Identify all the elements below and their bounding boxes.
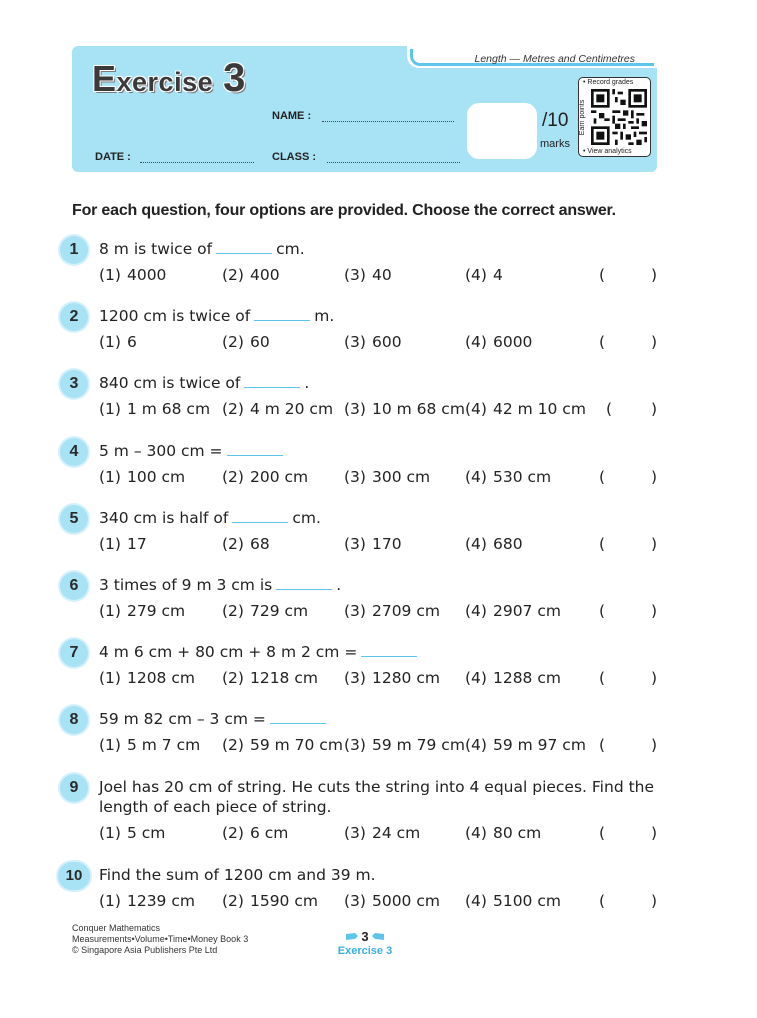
footer-series: Conquer Mathematics — [72, 923, 161, 933]
option-label: (4) — [465, 266, 487, 284]
class-field[interactable] — [327, 162, 460, 163]
option-4[interactable] — [465, 535, 523, 553]
option-value: 170 — [371, 535, 402, 553]
option-value: 6000 — [492, 333, 533, 351]
option-label: (1) — [99, 266, 121, 284]
answer-blank[interactable] — [232, 509, 288, 523]
option-value: 59 m 70 cm — [249, 736, 343, 754]
option-row — [99, 824, 689, 846]
option-value: 1288 cm — [492, 669, 561, 687]
option-value: 4 — [492, 266, 503, 284]
qr-bottom-text: • View analytics — [583, 148, 632, 155]
question-number-badge: 8 — [60, 706, 88, 734]
question-stem-suffix: cm. — [292, 509, 321, 527]
question-text-line: Joel has 20 cm of string. He cuts the string into 4 equal pieces. Find the — [99, 778, 655, 796]
option-3[interactable] — [344, 333, 402, 351]
option-1[interactable] — [99, 535, 147, 553]
topic-title: Length — Metres and Centimetres — [474, 53, 635, 65]
answer-paren-open[interactable]: ( — [599, 266, 606, 284]
question-number-badge: 2 — [60, 303, 88, 331]
option-1[interactable] — [99, 468, 185, 486]
qr-code-icon — [591, 89, 647, 145]
option-value: 5 m 7 cm — [126, 736, 201, 754]
option-label: (4) — [465, 400, 487, 418]
answer-paren-open[interactable]: ( — [599, 824, 606, 842]
option-label: (2) — [222, 669, 244, 687]
option-4[interactable] — [465, 468, 551, 486]
option-4[interactable] — [465, 266, 503, 284]
option-label: (2) — [222, 602, 244, 620]
answer-paren-close[interactable]: ) — [651, 266, 658, 284]
option-3[interactable] — [344, 266, 392, 284]
option-3[interactable] — [344, 535, 402, 553]
option-value: 59 m 97 cm — [492, 736, 586, 754]
question-text — [99, 575, 669, 595]
option-value: 1280 cm — [371, 669, 440, 687]
answer-paren-close[interactable]: ) — [651, 535, 658, 553]
question-stem-suffix: . — [304, 374, 310, 392]
answer-paren-close[interactable]: ) — [651, 333, 658, 351]
option-value: 5 cm — [126, 824, 166, 842]
option-label: (4) — [465, 736, 487, 754]
option-label: (2) — [222, 824, 244, 842]
marks-label: marks — [540, 138, 570, 150]
answer-paren-open[interactable]: ( — [599, 736, 606, 754]
footer-book: Measurements•Volume•Time•Money Book 3 — [72, 934, 249, 944]
option-1[interactable] — [99, 333, 137, 351]
qr-card[interactable] — [578, 77, 651, 157]
name-label: NAME : — [272, 110, 312, 122]
option-label: (3) — [344, 535, 366, 553]
question-stem-suffix: cm. — [276, 240, 305, 258]
option-label: (3) — [344, 333, 366, 351]
option-2[interactable] — [222, 669, 318, 687]
option-row — [99, 535, 689, 557]
option-value: 24 cm — [371, 824, 421, 842]
option-value: 80 cm — [492, 824, 542, 842]
question-stem: Find the sum of 1200 cm and 39 m. — [99, 866, 376, 884]
answer-paren-close[interactable]: ) — [651, 824, 658, 842]
option-value: 17 — [126, 535, 147, 553]
option-label: (3) — [344, 824, 366, 842]
option-2[interactable] — [222, 400, 333, 418]
option-value: 42 m 10 cm — [492, 400, 586, 418]
option-2[interactable] — [222, 736, 343, 754]
question-number-badge: 9 — [60, 774, 88, 802]
option-value: 279 cm — [126, 602, 186, 620]
answer-paren-close[interactable]: ) — [651, 400, 658, 418]
option-label: (4) — [465, 333, 487, 351]
option-label: (4) — [465, 669, 487, 687]
option-row — [99, 333, 689, 355]
option-value: 5100 cm — [492, 892, 561, 910]
question-text — [99, 508, 669, 528]
class-label: CLASS : — [272, 151, 316, 163]
option-3[interactable] — [344, 824, 420, 842]
instruction-text: For each question, four options are provided. Choose the correct answer. — [72, 202, 616, 219]
answer-paren-close[interactable]: ) — [651, 669, 658, 687]
option-label: (1) — [99, 400, 121, 418]
option-1[interactable] — [99, 266, 166, 284]
qr-top-text: • Record grades — [583, 79, 634, 86]
question-stem: 59 m 82 cm – 3 cm = — [99, 710, 266, 728]
question-text — [99, 306, 669, 326]
option-2[interactable] — [222, 824, 288, 842]
option-label: (1) — [99, 892, 121, 910]
question-number-badge: 4 — [60, 438, 88, 466]
answer-paren-open[interactable]: ( — [599, 468, 606, 486]
answer-blank[interactable] — [244, 374, 300, 388]
option-label: (3) — [344, 266, 366, 284]
option-value: 400 — [249, 266, 280, 284]
answer-paren-open[interactable]: ( — [599, 669, 606, 687]
option-label: (1) — [99, 736, 121, 754]
option-3[interactable] — [344, 602, 440, 620]
question-text-line: length of each piece of string. — [99, 798, 332, 816]
option-value: 2709 cm — [371, 602, 440, 620]
question-text — [99, 709, 669, 729]
question-number-badge: 1 — [60, 236, 88, 264]
option-value: 5000 cm — [371, 892, 440, 910]
option-value: 530 cm — [492, 468, 552, 486]
option-label: (2) — [222, 736, 244, 754]
answer-paren-close[interactable]: ) — [651, 602, 658, 620]
option-label: (2) — [222, 535, 244, 553]
question-stem-suffix: m. — [314, 307, 335, 325]
option-2[interactable] — [222, 333, 270, 351]
exercise-header — [72, 46, 657, 172]
option-3[interactable] — [344, 468, 430, 486]
marks-total: /10 — [542, 110, 569, 131]
name-field[interactable] — [322, 121, 454, 122]
option-2[interactable] — [222, 892, 318, 910]
answer-paren-open[interactable]: ( — [606, 400, 613, 418]
option-row — [99, 602, 689, 624]
option-label: (3) — [344, 602, 366, 620]
answer-blank[interactable] — [227, 442, 283, 456]
answer-blank[interactable] — [216, 240, 272, 254]
option-3[interactable] — [344, 736, 465, 754]
option-value: 6 cm — [249, 824, 289, 842]
option-value: 1208 cm — [126, 669, 195, 687]
option-3[interactable] — [344, 669, 440, 687]
qr-side-text: Earn points — [579, 99, 587, 136]
option-value: 10 m 68 cm — [371, 400, 465, 418]
question-text — [99, 239, 669, 259]
question-number-badge: 5 — [60, 505, 88, 533]
option-4[interactable] — [465, 892, 561, 910]
date-field[interactable] — [140, 162, 254, 163]
question-stem: 3 times of 9 m 3 cm is — [99, 576, 273, 594]
option-label: (2) — [222, 468, 244, 486]
option-value: 2907 cm — [492, 602, 561, 620]
option-label: (3) — [344, 400, 366, 418]
option-row — [99, 400, 689, 422]
left-flag-icon — [346, 933, 358, 940]
footer-credits — [72, 923, 248, 956]
option-value: 100 cm — [126, 468, 186, 486]
question-text — [99, 373, 669, 393]
option-3[interactable] — [344, 892, 440, 910]
option-value: 729 cm — [249, 602, 309, 620]
answer-paren-close[interactable]: ) — [651, 892, 658, 910]
question-stem: 1200 cm is twice of — [99, 307, 251, 325]
page-exercise-label: Exercise 3 — [337, 945, 393, 957]
question-number-badge: 6 — [60, 572, 88, 600]
right-flag-icon — [372, 933, 384, 940]
exercise-title — [92, 56, 246, 101]
option-row — [99, 736, 689, 758]
option-row — [99, 669, 689, 691]
option-label: (4) — [465, 468, 487, 486]
option-value: 4 m 20 cm — [249, 400, 334, 418]
option-value: 1 m 68 cm — [126, 400, 211, 418]
option-1[interactable] — [99, 824, 165, 842]
question-stem-suffix: . — [336, 576, 342, 594]
option-label: (3) — [344, 468, 366, 486]
option-label: (1) — [99, 824, 121, 842]
answer-paren-open[interactable]: ( — [599, 602, 606, 620]
question-text — [99, 777, 669, 817]
option-4[interactable] — [465, 333, 532, 351]
option-1[interactable] — [99, 736, 200, 754]
option-label: (2) — [222, 333, 244, 351]
option-label: (4) — [465, 892, 487, 910]
answer-blank[interactable] — [361, 643, 417, 657]
question-stem: 8 m is twice of — [99, 240, 213, 258]
option-1[interactable] — [99, 400, 210, 418]
question-stem: 5 m – 300 cm = — [99, 442, 223, 460]
option-label: (1) — [99, 468, 121, 486]
option-value: 59 m 79 cm — [371, 736, 465, 754]
option-value: 1590 cm — [249, 892, 318, 910]
footer-copyright: © Singapore Asia Publishers Pte Ltd — [72, 945, 218, 955]
option-value: 300 cm — [371, 468, 431, 486]
answer-blank[interactable] — [276, 576, 332, 590]
option-value: 200 cm — [249, 468, 309, 486]
option-2[interactable] — [222, 468, 308, 486]
exercise-title-number: 3 — [223, 56, 246, 100]
option-label: (1) — [99, 602, 121, 620]
option-row — [99, 892, 689, 914]
option-value: 68 — [249, 535, 270, 553]
option-value: 60 — [249, 333, 270, 351]
question-text — [99, 441, 669, 461]
question-number-badge: 7 — [60, 639, 88, 667]
option-label: (1) — [99, 333, 121, 351]
option-4[interactable] — [465, 400, 586, 418]
question-number-badge: 10 — [58, 862, 90, 890]
option-row — [99, 266, 689, 288]
option-1[interactable] — [99, 602, 185, 620]
question-stem: 4 m 6 cm + 80 cm + 8 m 2 cm = — [99, 643, 358, 661]
option-value: 4000 — [126, 266, 167, 284]
option-1[interactable] — [99, 892, 195, 910]
option-label: (2) — [222, 400, 244, 418]
option-3[interactable] — [344, 400, 465, 418]
question-number-badge: 3 — [60, 370, 88, 398]
question-stem: 840 cm is twice of — [99, 374, 241, 392]
answer-paren-open[interactable]: ( — [599, 892, 606, 910]
option-value: 1218 cm — [249, 669, 318, 687]
option-2[interactable] — [222, 602, 308, 620]
answer-blank[interactable] — [254, 307, 310, 321]
date-label: DATE : — [95, 151, 131, 163]
option-2[interactable] — [222, 535, 270, 553]
marks-box[interactable] — [467, 103, 537, 159]
option-label: (3) — [344, 669, 366, 687]
question-text — [99, 642, 669, 662]
option-value: 40 — [371, 266, 392, 284]
page-number: 3 — [361, 929, 369, 944]
exercise-title-first-letter: E — [92, 58, 117, 99]
answer-paren-close[interactable]: ) — [651, 736, 658, 754]
option-1[interactable] — [99, 669, 195, 687]
answer-paren-open[interactable]: ( — [599, 535, 606, 553]
answer-paren-close[interactable]: ) — [651, 468, 658, 486]
option-label: (1) — [99, 535, 121, 553]
option-value: 6 — [126, 333, 137, 351]
exercise-title-word: xercise — [116, 67, 214, 97]
answer-paren-open[interactable]: ( — [599, 333, 606, 351]
option-2[interactable] — [222, 266, 280, 284]
question-text — [99, 865, 669, 885]
option-4[interactable] — [465, 602, 561, 620]
option-label: (2) — [222, 266, 244, 284]
option-4[interactable] — [465, 669, 561, 687]
question-stem: 340 cm is half of — [99, 509, 229, 527]
answer-blank[interactable] — [270, 710, 326, 724]
page-footer — [325, 926, 405, 957]
option-value: 680 — [492, 535, 523, 553]
option-label: (4) — [465, 535, 487, 553]
option-label: (4) — [465, 824, 487, 842]
option-value: 600 — [371, 333, 402, 351]
option-row — [99, 468, 689, 490]
option-label: (4) — [465, 602, 487, 620]
option-label: (2) — [222, 892, 244, 910]
option-4[interactable] — [465, 824, 541, 842]
option-label: (1) — [99, 669, 121, 687]
option-label: (3) — [344, 736, 366, 754]
option-4[interactable] — [465, 736, 586, 754]
option-label: (3) — [344, 892, 366, 910]
option-value: 1239 cm — [126, 892, 195, 910]
